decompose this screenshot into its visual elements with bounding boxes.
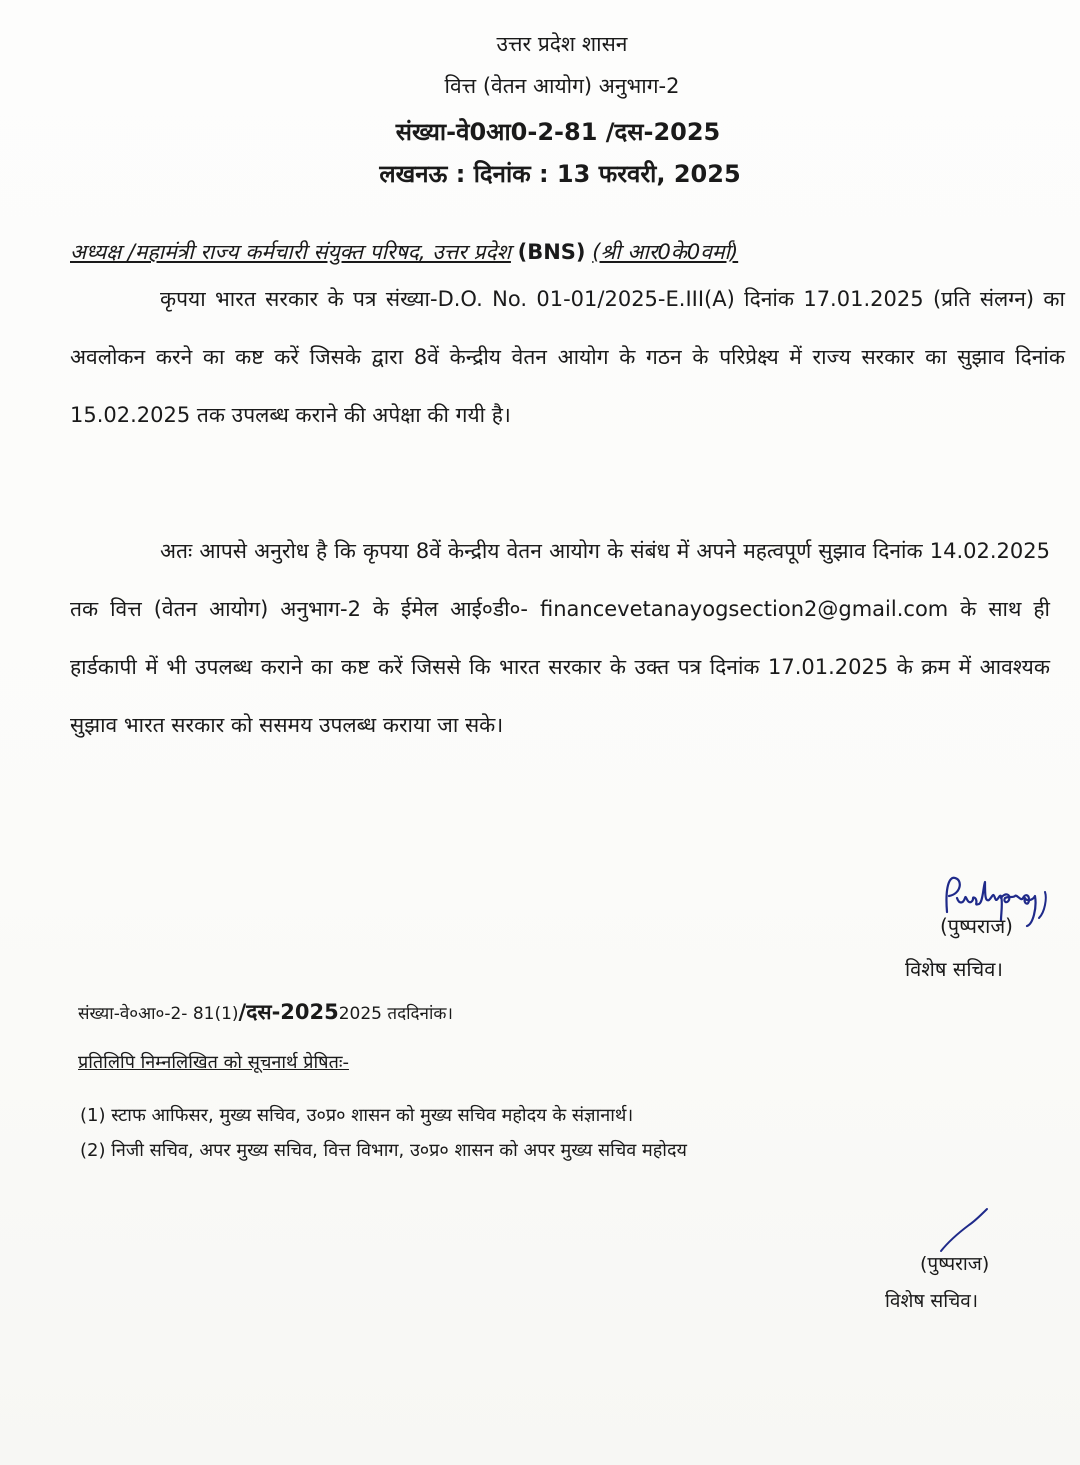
letter-number: संख्या-वे0आ0-2-81 /दस-2025 — [395, 118, 721, 146]
place-date: लखनऊ : दिनांक : 13 फरवरी, 2025 — [379, 160, 741, 188]
copy-item-1: (1) स्टाफ आफिसर, मुख्य सचिव, उ०प्र० शासन को मुख्य सचिव महोदय के संज्ञानार्थ। — [80, 1105, 634, 1126]
endorsement-ref-prefix: संख्या-वे०आ०-2- 81(1) — [78, 1004, 239, 1024]
signatory-designation: विशेष सचिव। — [905, 957, 1003, 981]
copy-to-heading: प्रतिलिपि निम्नलिखित को सूचनार्थ प्रेषितः- — [78, 1052, 349, 1073]
addressee-name: (श्री आर0के0वर्मा) — [592, 240, 739, 264]
signature-2-image — [935, 1205, 995, 1255]
addressee-org: (BNS) — [517, 240, 586, 264]
department-heading: उत्तर प्रदेश शासन — [496, 32, 628, 56]
signatory-name: (पुष्पराज) — [940, 914, 1013, 938]
endorsement-ref-bold: /दस-2025 — [238, 1000, 339, 1024]
signatory-2-name: (पुष्पराज) — [920, 1253, 990, 1275]
endorsement-ref-suffix: 2025 तददिनांक। — [338, 1004, 453, 1024]
endorsement-reference — [78, 998, 453, 1026]
body-paragraph-1: कृपया भारत सरकार के पत्र संख्या-D.O. No. 01-01/2025-E.III(A) दिनांक 17.01.2025 (प्रति संलग्न) का अवलोकन करने का कष्ट करें जिसके द्वारा 8वें केन्द्रीय वेतन आयोग के गठन के परिप्रेक्ष्य में राज्य सरकार का सुझाव दिनांक 15.02.2025 तक उपलब्ध कराने की अपेक्षा की गयी है। — [70, 287, 1065, 427]
addressee-title: अध्यक्ष /महामंत्री राज्य कर्मचारी संयुक्त परिषद, उत्तर प्रदेश — [70, 240, 511, 264]
copy-item-2: (2) निजी सचिव, अपर मुख्य सचिव, वित्त विभाग, उ०प्र० शासन को अपर मुख्य सचिव महोदय — [80, 1140, 687, 1161]
section-heading: वित्त (वेतन आयोग) अनुभाग-2 — [444, 74, 680, 98]
addressee — [70, 238, 738, 266]
body-paragraph-2: अतः आपसे अनुरोध है कि कृपया 8वें केन्द्रीय वेतन आयोग के संबंध में अपने महत्वपूर्ण सुझाव दिनांक 14.02.2025 तक वित्त (वेतन आयोग) अनुभाग-2 के ईमेल आई०डी०- financevetanayogsection2@gmail.com के साथ ही हार्डकापी में भी उपलब्ध कराने का कष्ट करें जिससे कि भारत सरकार के उक्त पत्र दिनांक 17.01.2025 के क्रम में आवश्यक सुझाव भारत सरकार को ससमय उपलब्ध कराया जा सके। — [70, 539, 1050, 737]
signatory-2-designation: विशेष सचिव। — [885, 1290, 979, 1312]
